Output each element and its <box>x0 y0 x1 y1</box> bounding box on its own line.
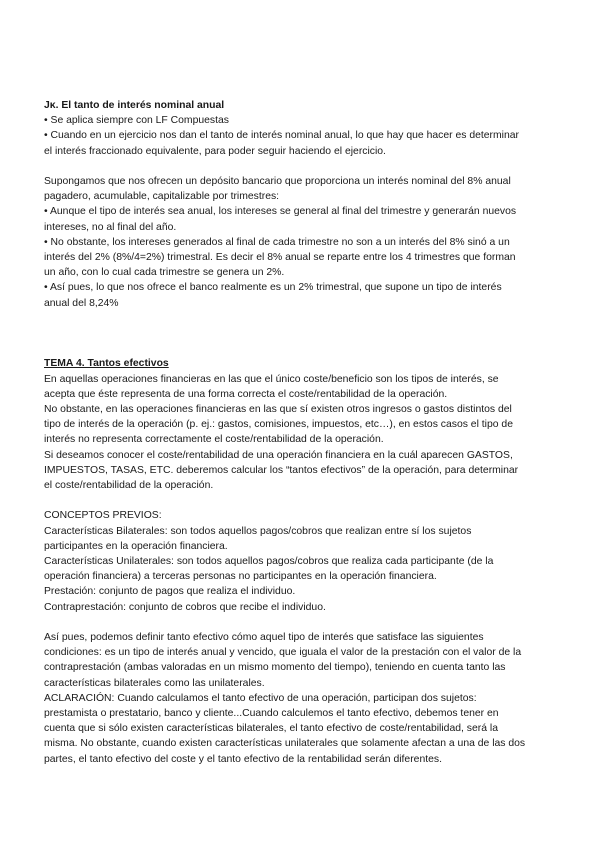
text-line: interés del 2% (8%/4=2%) trimestral. Es decir el 8% anual se reparte entre los 4 trimestres que forman <box>44 252 516 264</box>
text-line: IMPUESTOS, TASAS, ETC. deberemos calcular los “tantos efectivos” de la operación, para determinar <box>44 464 519 476</box>
text-line: interés no representa correctamente el coste/rentabilidad de la operación. <box>44 434 384 446</box>
section-tema-4 <box>44 356 564 493</box>
bullet-line: • Se aplica siempre con LF Compuestas <box>44 115 229 127</box>
text-line: cuenta que si sólo existen características bilaterales, el tanto efectivo de coste/rentabilidad, será la <box>44 723 498 735</box>
text-line: participantes en la operación financiera. <box>44 540 228 552</box>
text-line: • Aunque el tipo de interés sea anual, los intereses se general al final del trimestre y generarán nuevos <box>44 206 517 218</box>
text-line: anual del 8,24% <box>44 297 119 309</box>
text-line: Así pues, podemos definir tanto efectivo cómo aquel tipo de interés que satisface las siguientes <box>44 632 484 644</box>
spacer <box>44 615 564 630</box>
text-line: • No obstante, los intereses generados al final de cada trimestre no son a un interés del 8% sinó a un <box>44 236 510 248</box>
text-line: • Así pues, lo que nos ofrece el banco realmente es un 2% trimestral, que supone un tipo de interés <box>44 282 502 294</box>
text-line: En aquellas operaciones financieras en las que el único coste/beneficio son los tipos de interés, se <box>44 373 499 385</box>
text-line: contraprestación (ambas valoradas en un mismo momento del tiempo), teniendo en cuenta tanto las <box>44 662 506 674</box>
text-line: misma. No obstante, cuando existen características unilaterales que solamente afectan a una de las dos <box>44 738 526 750</box>
example-paragraph <box>44 174 564 311</box>
text-line: intereses, no al final del año. <box>44 221 177 233</box>
section-heading: Jᴋ. El tanto de interés nominal anual <box>44 100 225 111</box>
document-page <box>44 98 564 767</box>
text-line: prestamista o prestatario, banco y cliente...Cuando calculemos el tanto efectivo, debemos tener en <box>44 708 499 720</box>
text-line: condiciones: es un tipo de interés anual y vencido, que iguala el valor de la prestación con el valor de la <box>44 647 522 659</box>
text-line: el coste/rentabilidad de la operación. <box>44 480 214 492</box>
text-line: No obstante, en las operaciones financieras en las que sí existen otros ingresos o gastos distintos del <box>44 404 512 416</box>
spacer <box>44 159 564 174</box>
text-line: acepta que éste representa de una forma correcta el coste/rentabilidad de la operación. <box>44 388 448 400</box>
text-line: operación financiera) a terceras personas no participantes en la operación financiera. <box>44 571 437 583</box>
subsection-title: CONCEPTOS PREVIOS: <box>44 510 162 522</box>
text-line: Características Bilaterales: son todos aquellos pagos/cobros que realizan entre sí los sujetos <box>44 525 472 537</box>
bullet-line: • Cuando en un ejercicio nos dan el tanto de interés nominal anual, lo que hay que hacer es determinar <box>44 130 519 142</box>
text-line: un año, con lo cual cada trimestre se genera un 2%. <box>44 267 285 279</box>
spacer <box>44 311 564 357</box>
section-nominal-interest <box>44 98 564 159</box>
text-line: características bilaterales como las unilaterales. <box>44 677 265 689</box>
bullet-line: el interés fraccionado equivalente, para poder seguir haciendo el ejercicio. <box>44 145 386 157</box>
text-line: Supongamos que nos ofrecen un depósito bancario que proporciona un interés nominal del 8% anual <box>44 176 511 187</box>
spacer <box>44 493 564 508</box>
text-line: Características Unilaterales: son todos aquellos pagos/cobros que realiza cada participante (de la <box>44 556 494 568</box>
conceptos-previos <box>44 508 564 614</box>
section-heading: TEMA 4. Tantos efectivos <box>44 358 169 370</box>
text-line: Contraprestación: conjunto de cobros que recibe el individuo. <box>44 601 326 613</box>
text-line: tipo de interés de la operación (p. ej.: gastos, comisiones, impuestos, etc…), en estos casos el tipo de <box>44 419 513 431</box>
text-line: ACLARACIÓN: Cuando calculamos el tanto efectivo de una operación, participan dos sujetos: <box>44 692 477 704</box>
text-line: partes, el tanto efectivo del coste y el tanto efectivo de la rentabilidad serán diferentes. <box>44 753 442 765</box>
text-line: Si deseamos conocer el coste/rentabilidad de una operación financiera en la cuál aparecen GASTOS, <box>44 449 513 461</box>
definicion-paragraph <box>44 630 564 767</box>
text-line: Prestación: conjunto de pagos que realiza el individuo. <box>44 586 296 598</box>
text-line: pagadero, acumulable, capitalizable por trimestres: <box>44 191 280 203</box>
